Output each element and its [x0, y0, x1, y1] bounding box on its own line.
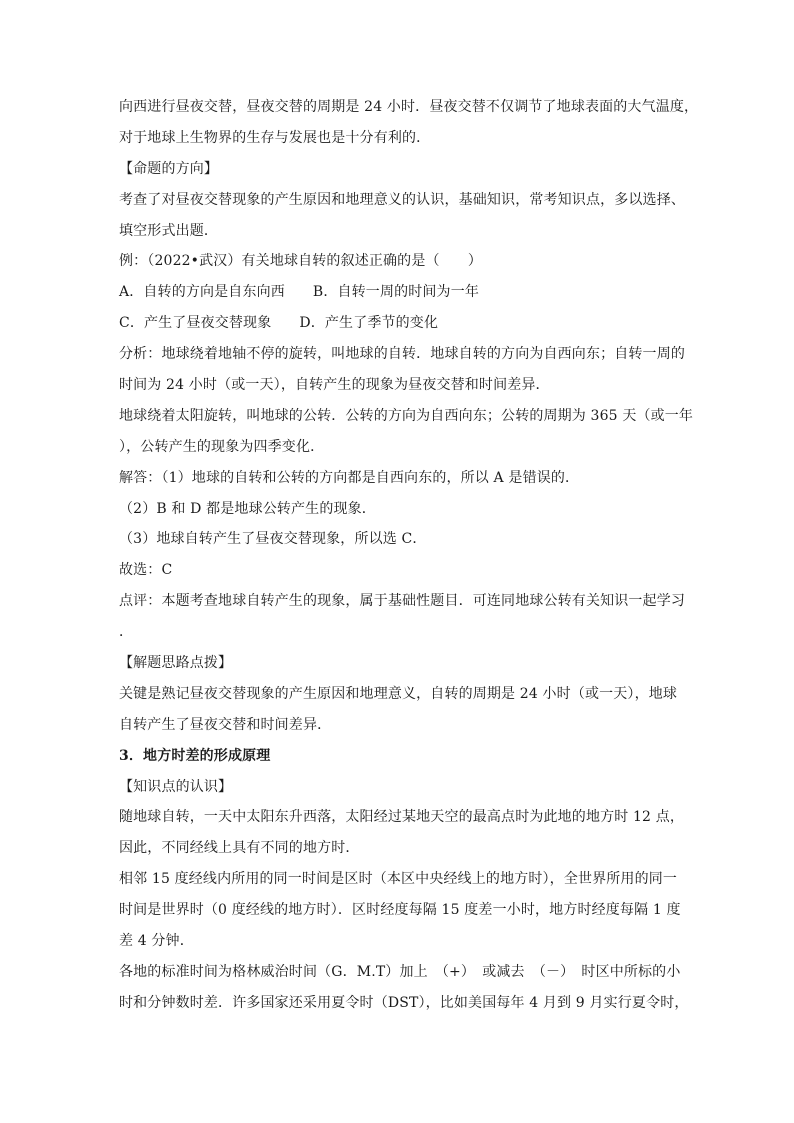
- section-heading: 【知识点的认识】: [119, 778, 233, 795]
- text-line: 关键是熟记昼夜交替现象的产生原因和地理意义，自转的周期是 24 小时（或一天），地球: [119, 685, 678, 702]
- section-heading: 【命题的方向】: [119, 160, 219, 177]
- text-line: 填空形式出题．: [119, 222, 219, 239]
- text-line: 时和分钟数时差．许多国家还采用夏令时（DST），比如美国每年 4 月到 9 月实行夏令时，: [119, 994, 689, 1011]
- text-line: 随地球自转，一天中太阳东升西落，太阳经过某地天空的最高点时为此地的地方时 12 点，: [119, 809, 685, 826]
- text-line: 相邻 15 度经线内所用的同一时间是区时（本区中央经线上的地方时），全世界所用的同一: [119, 871, 678, 888]
- comment-line: 点评：本题考查地球自转产生的现象，属于基础性题目．可连同地球公转有关知识一起学习: [119, 593, 685, 610]
- topic-title: 3．地方时差的形成原理: [119, 747, 271, 764]
- text-line: 因此，不同经线上具有不同的地方时．: [119, 840, 360, 857]
- analysis-line: ），公转产生的现象为四季变化．: [119, 438, 325, 455]
- text-line: 各地的标准时间为格林威治时间（G．M.T）加上 （+） 或减去 （－） 时区中所标的小: [119, 963, 681, 980]
- option-d: D．产生了季节的变化: [299, 315, 439, 332]
- analysis-line: 地球绕着太阳旋转，叫地球的公转．公转的方向为自西向东；公转的周期为 365 天（或一年: [119, 407, 694, 424]
- text-line: 时间是世界时（0 度经线的地方时）．区时经度每隔 15 度差一小时，地方时经度每隔 1 度: [119, 902, 681, 919]
- text-line: 考查了对昼夜交替现象的产生原因和地理意义的认识，基础知识，常考知识点，多以选择、: [119, 191, 685, 208]
- example-question: 例：（2022•武汉）有关地球自转的叙述正确的是（ ）: [119, 253, 483, 270]
- option-a: A．自转的方向是自东向西: [119, 284, 285, 301]
- section-heading: 【解题思路点拨】: [119, 655, 233, 672]
- answer-choice: 故选：C: [119, 562, 173, 579]
- options-row: [119, 314, 679, 345]
- option-c: C．产生了昼夜交替现象: [119, 315, 272, 332]
- answer-line: （3）地球自转产生了昼夜交替现象，所以选 C．: [119, 531, 427, 548]
- option-b: B．自转一周的时间为一年: [312, 284, 480, 301]
- analysis-line: 分析：地球绕着地轴不停的旋转，叫地球的自转．地球自转的方向为自西向东；自转一周的: [119, 346, 685, 363]
- text-line: 向西进行昼夜交替，昼夜交替的周期是 24 小时．昼夜交替不仅调节了地球表面的大气温度，: [119, 99, 699, 115]
- text-line: 自转产生了昼夜交替和时间差异．: [119, 716, 332, 733]
- text-line: 差 4 分钟．: [119, 933, 194, 950]
- answer-line: （2）B 和 D 都是地球公转产生的现象．: [119, 500, 376, 517]
- document-page: [119, 98, 699, 1025]
- answer-line: 解答：（1）地球的自转和公转的方向都是自西向东的，所以 A 是错误的．: [119, 469, 580, 486]
- options-row: [119, 283, 679, 314]
- comment-line: ．: [119, 624, 134, 641]
- text-line: 对于地球上生物界的生存与发展也是十分有利的．: [119, 129, 431, 146]
- analysis-line: 时间为 24 小时（或一天），自转产生的现象为昼夜交替和时间差异．: [119, 377, 550, 394]
